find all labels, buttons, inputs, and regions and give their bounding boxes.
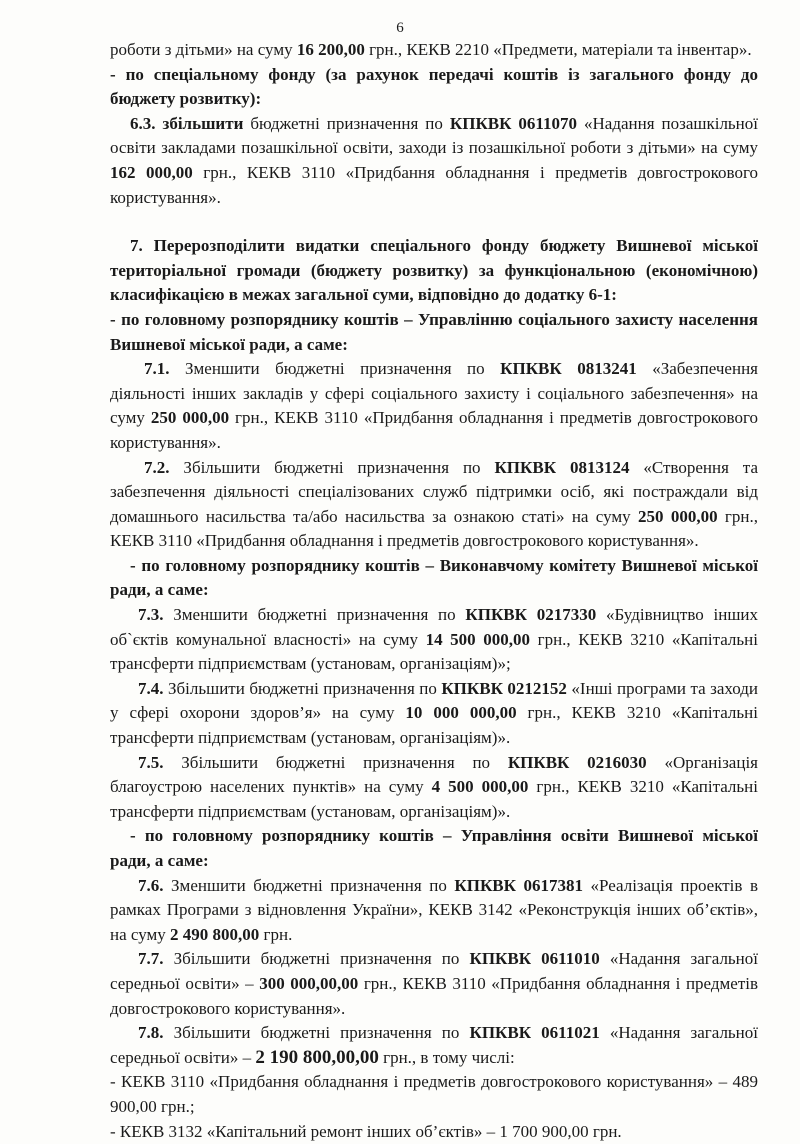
page-number: 6 (396, 20, 404, 36)
item-7-4: 7.4. Збільшити бюджетні призначення по КПКВК 0212152 «Інші програми та заходи у сфері охорони здоров’я» на суму 10 000 000,00 грн., КЕКВ 3210 «Капітальні трансферти підприємствам (установам, організаціям)». (110, 678, 758, 748)
item-7-2: 7.2. Збільшити бюджетні призначення по КПКВК 0813124 «Створення та забезпечення діяльності спеціалізованих служб підтримки осіб, які постраждали від домашнього насильства та/або насильства за ознакою статі» на суму 250 000,00 грн., КЕКВ 3110 «Придбання обладнання і предметів довгострокового користування». (110, 457, 759, 551)
education-department-heading: - по головному розпоряднику коштів – Управління освіти Вишневої міської ради, а саме: (110, 826, 758, 870)
item-7-5: 7.5. Збільшити бюджетні призначення по КПКВК 0216030 «Організація благоустрою населених пунктів» на суму 4 500 000,00 грн., КЕКВ 3210 «Капітальні трансферти підприємствам (установам, організаціям)». (110, 752, 758, 821)
executive-committee-heading: - по головному розпоряднику коштів – Виконавчому комітету Вишневої міської ради, а саме: (110, 555, 758, 600)
section-7-heading: 7. Перерозподілити видатки спеціального фонду бюджету Вишневої міської територіальної громади (бюджету розвитку) за функціональною (економічною) класифікацією в межах загальної суми, відповідно до додатку 6-1: (110, 236, 758, 305)
item-7-3: 7.3. Зменшити бюджетні призначення по КПКВК 0217330 «Будівництво інших об`єктів комунальної власності» на суму 14 500 000,00 грн., КЕКВ 3210 «Капітальні трансферти підприємствам (установам, організаціям)»; (110, 605, 759, 674)
document-body (110, 38, 758, 1144)
item-7-7: 7.7. Збільшити бюджетні призначення по КПКВК 0611010 «Надання загальної середньої освіти» – 300 000,00,00 грн., КЕКВ 3110 «Придбання обладнання і предметів довгострокового користування». (110, 949, 758, 1018)
social-protection-heading: - по головному розпоряднику коштів – Управлінню соціального захисту населення Вишневої міської ради, а саме: (110, 309, 758, 354)
special-fund-heading: - по спеціальному фонду (за рахунок передачі коштів із загального фонду до бюджету розвитку): (110, 64, 758, 109)
bullet-kekv-3110: - КЕКВ 3110 «Придбання обладнання і предметів довгострокового користування» – 489 900,00 грн.; (110, 1072, 758, 1116)
item-6-3: 6.3. збільшити бюджетні призначення по КПКВК 0611070 «Надання позашкільної освіти закладами позашкільної освіти, заходи із позашкільної роботи з дітьми» на суму 162 000,00 грн., КЕКВ 3110 «Придбання обладнання і предметів довгострокового користування». (110, 113, 759, 207)
item-7-6: 7.6. Зменшити бюджетні призначення по КПКВК 0617381 «Реалізація проектів в рамках Програми з відновлення України», КЕКВ 3142 «Реконструкція інших об’єктів», на суму 2 490 800,00 грн. (110, 875, 758, 944)
item-7-1: 7.1. Зменшити бюджетні призначення по КПКВК 0813241 «Забезпечення діяльності інших закладів у сфері соціального захисту і соціального забезпечення» на суму 250 000,00 грн., КЕКВ 3110 «Придбання обладнання і предметів довгострокового користування». (110, 359, 758, 452)
paragraph-6-2-continuation: роботи з дітьми» на суму 16 200,00 грн., КЕКВ 2210 «Предмети, матеріали та інвентар». (110, 40, 752, 59)
bullet-kekv-3132: - КЕКВ 3132 «Капітальний ремонт інших об’єктів» – 1 700 900,00 грн. (110, 1121, 622, 1141)
item-7-8: 7.8. Збільшити бюджетні призначення по КПКВК 0611021 «Надання загальної середньої освіти» – 2 190 800,00,00 грн., в тому числі: (110, 1023, 758, 1068)
